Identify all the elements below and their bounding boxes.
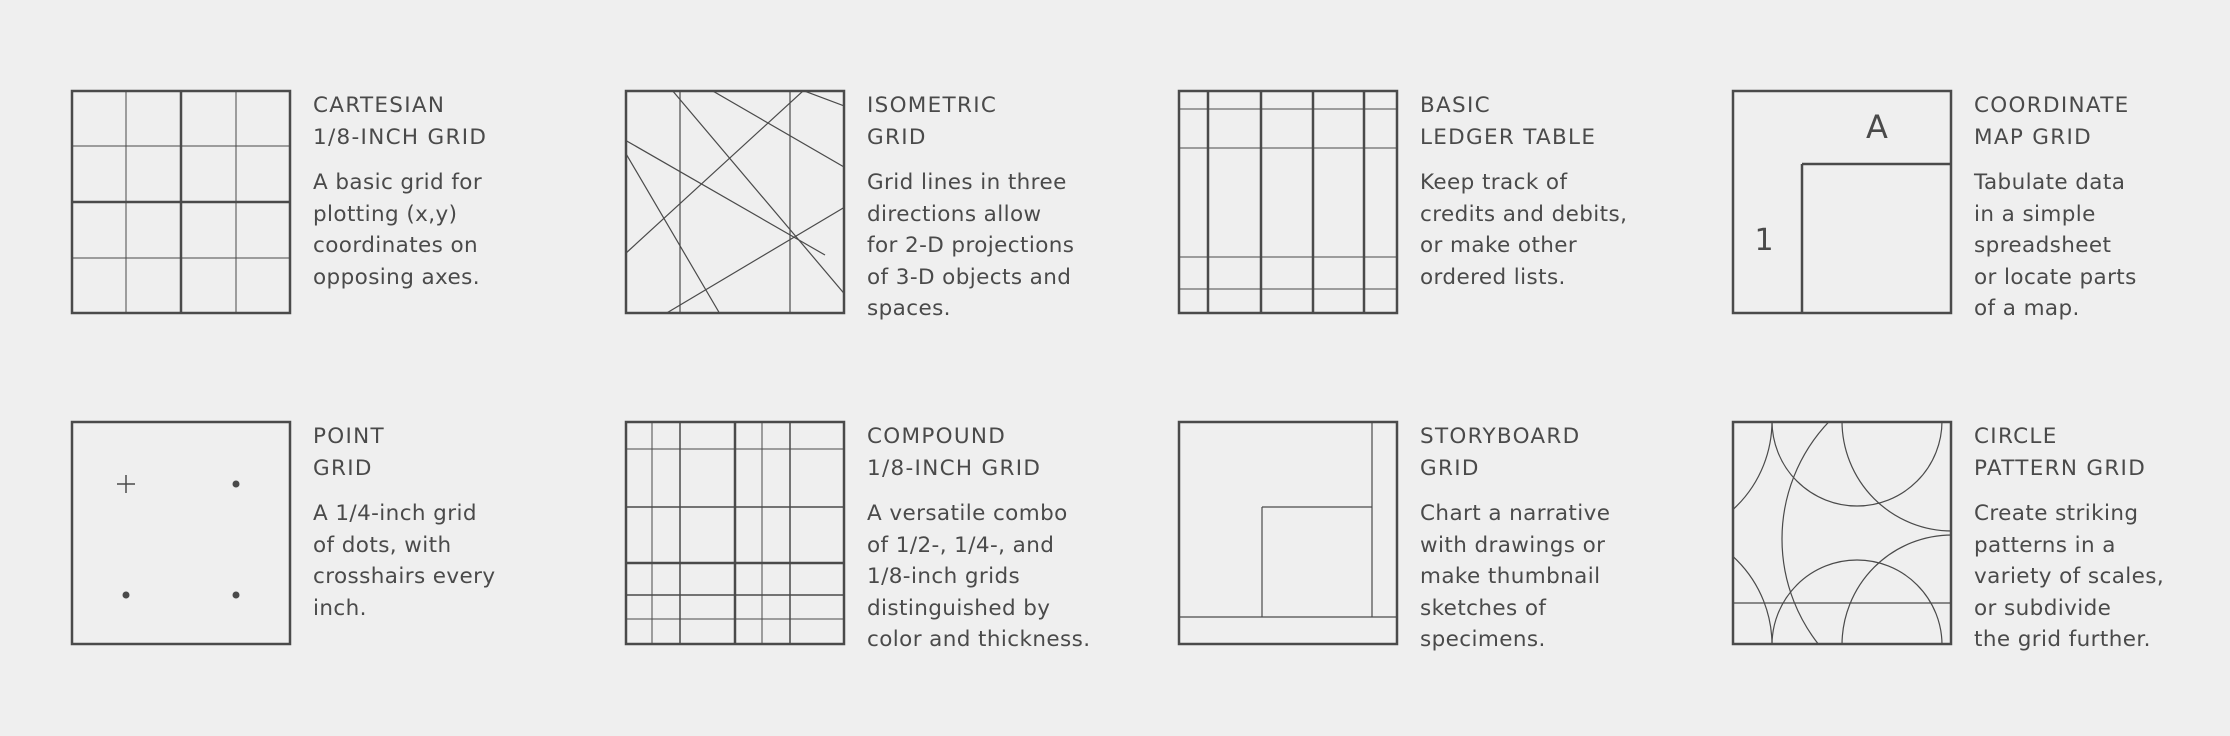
card-ledger [1178,90,1678,320]
card-description [1974,498,2224,656]
desc-line: or locate parts [1974,264,2137,290]
card-title [313,90,563,154]
title-line: GRID [313,456,373,481]
title-line: MAP GRID [1974,125,2092,150]
desc-line: of 1/2-, 1/4-, and [867,532,1055,558]
desc-line: inch. [313,595,367,621]
row-label-glyph: 1 [1754,223,1774,258]
cartesian-grid-thumbnail [71,90,291,314]
desc-line: ordered lists. [1420,264,1566,290]
desc-line: sketches of [1420,595,1547,621]
title-line: POINT [313,424,385,449]
desc-line: for 2-D projections [867,233,1075,258]
desc-line: credits and debits, [1420,201,1628,227]
desc-line: Grid lines in three [867,170,1067,195]
desc-line: 1/8-inch grids [867,564,1021,589]
desc-line: or make other [1420,233,1578,258]
desc-line: or subdivide [1974,595,2112,621]
compound-grid-thumbnail [625,421,845,645]
card-title [867,421,1117,485]
title-line: 1/8-INCH GRID [313,125,488,150]
desc-line: the grid further. [1974,627,2151,652]
desc-line: directions allow [867,201,1042,227]
title-line: 1/8-INCH GRID [867,456,1042,481]
title-line: CIRCLE [1974,424,2058,449]
card-description [1420,167,1670,293]
card-description [313,167,563,293]
desc-line: make thumbnail [1420,564,1601,589]
ledger-table-icon [1178,90,1398,314]
desc-line: Chart a narrative [1420,501,1611,526]
title-line: COORDINATE [1974,93,2130,118]
desc-line: A basic grid for [313,170,483,195]
desc-line: in a simple [1974,201,2096,227]
column-label-glyph: A [1866,108,1888,146]
card-title [1420,421,1670,485]
card-coordinate [1732,90,2230,320]
cartesian-grid-icon [71,90,291,314]
desc-line: Keep track of [1420,170,1568,195]
desc-line: A 1/4-inch grid [313,501,477,526]
card-description [867,167,1117,325]
title-line: COMPOUND [867,424,1007,449]
card-description [1420,498,1670,656]
desc-line: plotting (x,y) [313,201,458,227]
ledger-table-thumbnail [1178,90,1398,314]
title-line: BASIC [1420,93,1491,118]
circle-pattern-icon [1732,421,1952,645]
storyboard-grid-icon [1178,421,1398,645]
title-line: ISOMETRIC [867,93,998,118]
card-point [71,421,571,651]
desc-line: patterns in a [1974,532,2116,558]
desc-line: coordinates on [313,233,479,258]
storyboard-grid-thumbnail [1178,421,1398,645]
title-line: PATTERN GRID [1974,456,2147,481]
card-description [1974,167,2224,325]
desc-line: opposing axes. [313,264,480,290]
card-description [313,498,563,624]
desc-line: of a map. [1974,296,2080,321]
desc-line: Tabulate data [1974,170,2126,195]
card-title [1420,90,1670,154]
coordinate-map-thumbnail [1732,90,1952,314]
title-line: LEDGER TABLE [1420,125,1597,150]
circle-pattern-thumbnail [1732,421,1952,645]
dot-icon [233,592,240,599]
card-storyboard [1178,421,1678,651]
title-line: CARTESIAN [313,93,446,118]
desc-line: variety of scales, [1974,564,2165,589]
desc-line: with drawings or [1420,532,1606,558]
title-line: STORYBOARD [1420,424,1581,449]
desc-line: spreadsheet [1974,233,2112,258]
card-title [867,90,1117,154]
card-compound [625,421,1125,651]
desc-line: of 3-D objects and [867,264,1072,290]
desc-line: crosshairs every [313,564,496,589]
desc-line: of dots, with [313,532,452,558]
card-isometric [625,90,1125,320]
desc-line: Create striking [1974,501,2139,526]
card-title [1974,421,2224,485]
point-grid-icon [71,421,291,645]
isometric-grid-thumbnail [625,90,845,314]
compound-grid-icon [625,421,845,645]
title-line: GRID [1420,456,1480,481]
card-title [1974,90,2224,154]
dot-icon [123,592,130,599]
card-description [867,498,1117,656]
card-circle [1732,421,2230,651]
point-grid-thumbnail [71,421,291,645]
desc-line: specimens. [1420,627,1546,652]
crosshair-icon [117,475,135,493]
card-title [313,421,563,485]
isometric-grid-icon [625,90,845,314]
desc-line: distinguished by [867,595,1051,621]
title-line: GRID [867,125,927,150]
coordinate-map-icon [1732,90,1952,314]
desc-line: A versatile combo [867,501,1068,526]
dot-icon [233,481,240,488]
desc-line: spaces. [867,296,951,321]
desc-line: color and thickness. [867,627,1091,652]
card-cartesian [71,90,571,320]
